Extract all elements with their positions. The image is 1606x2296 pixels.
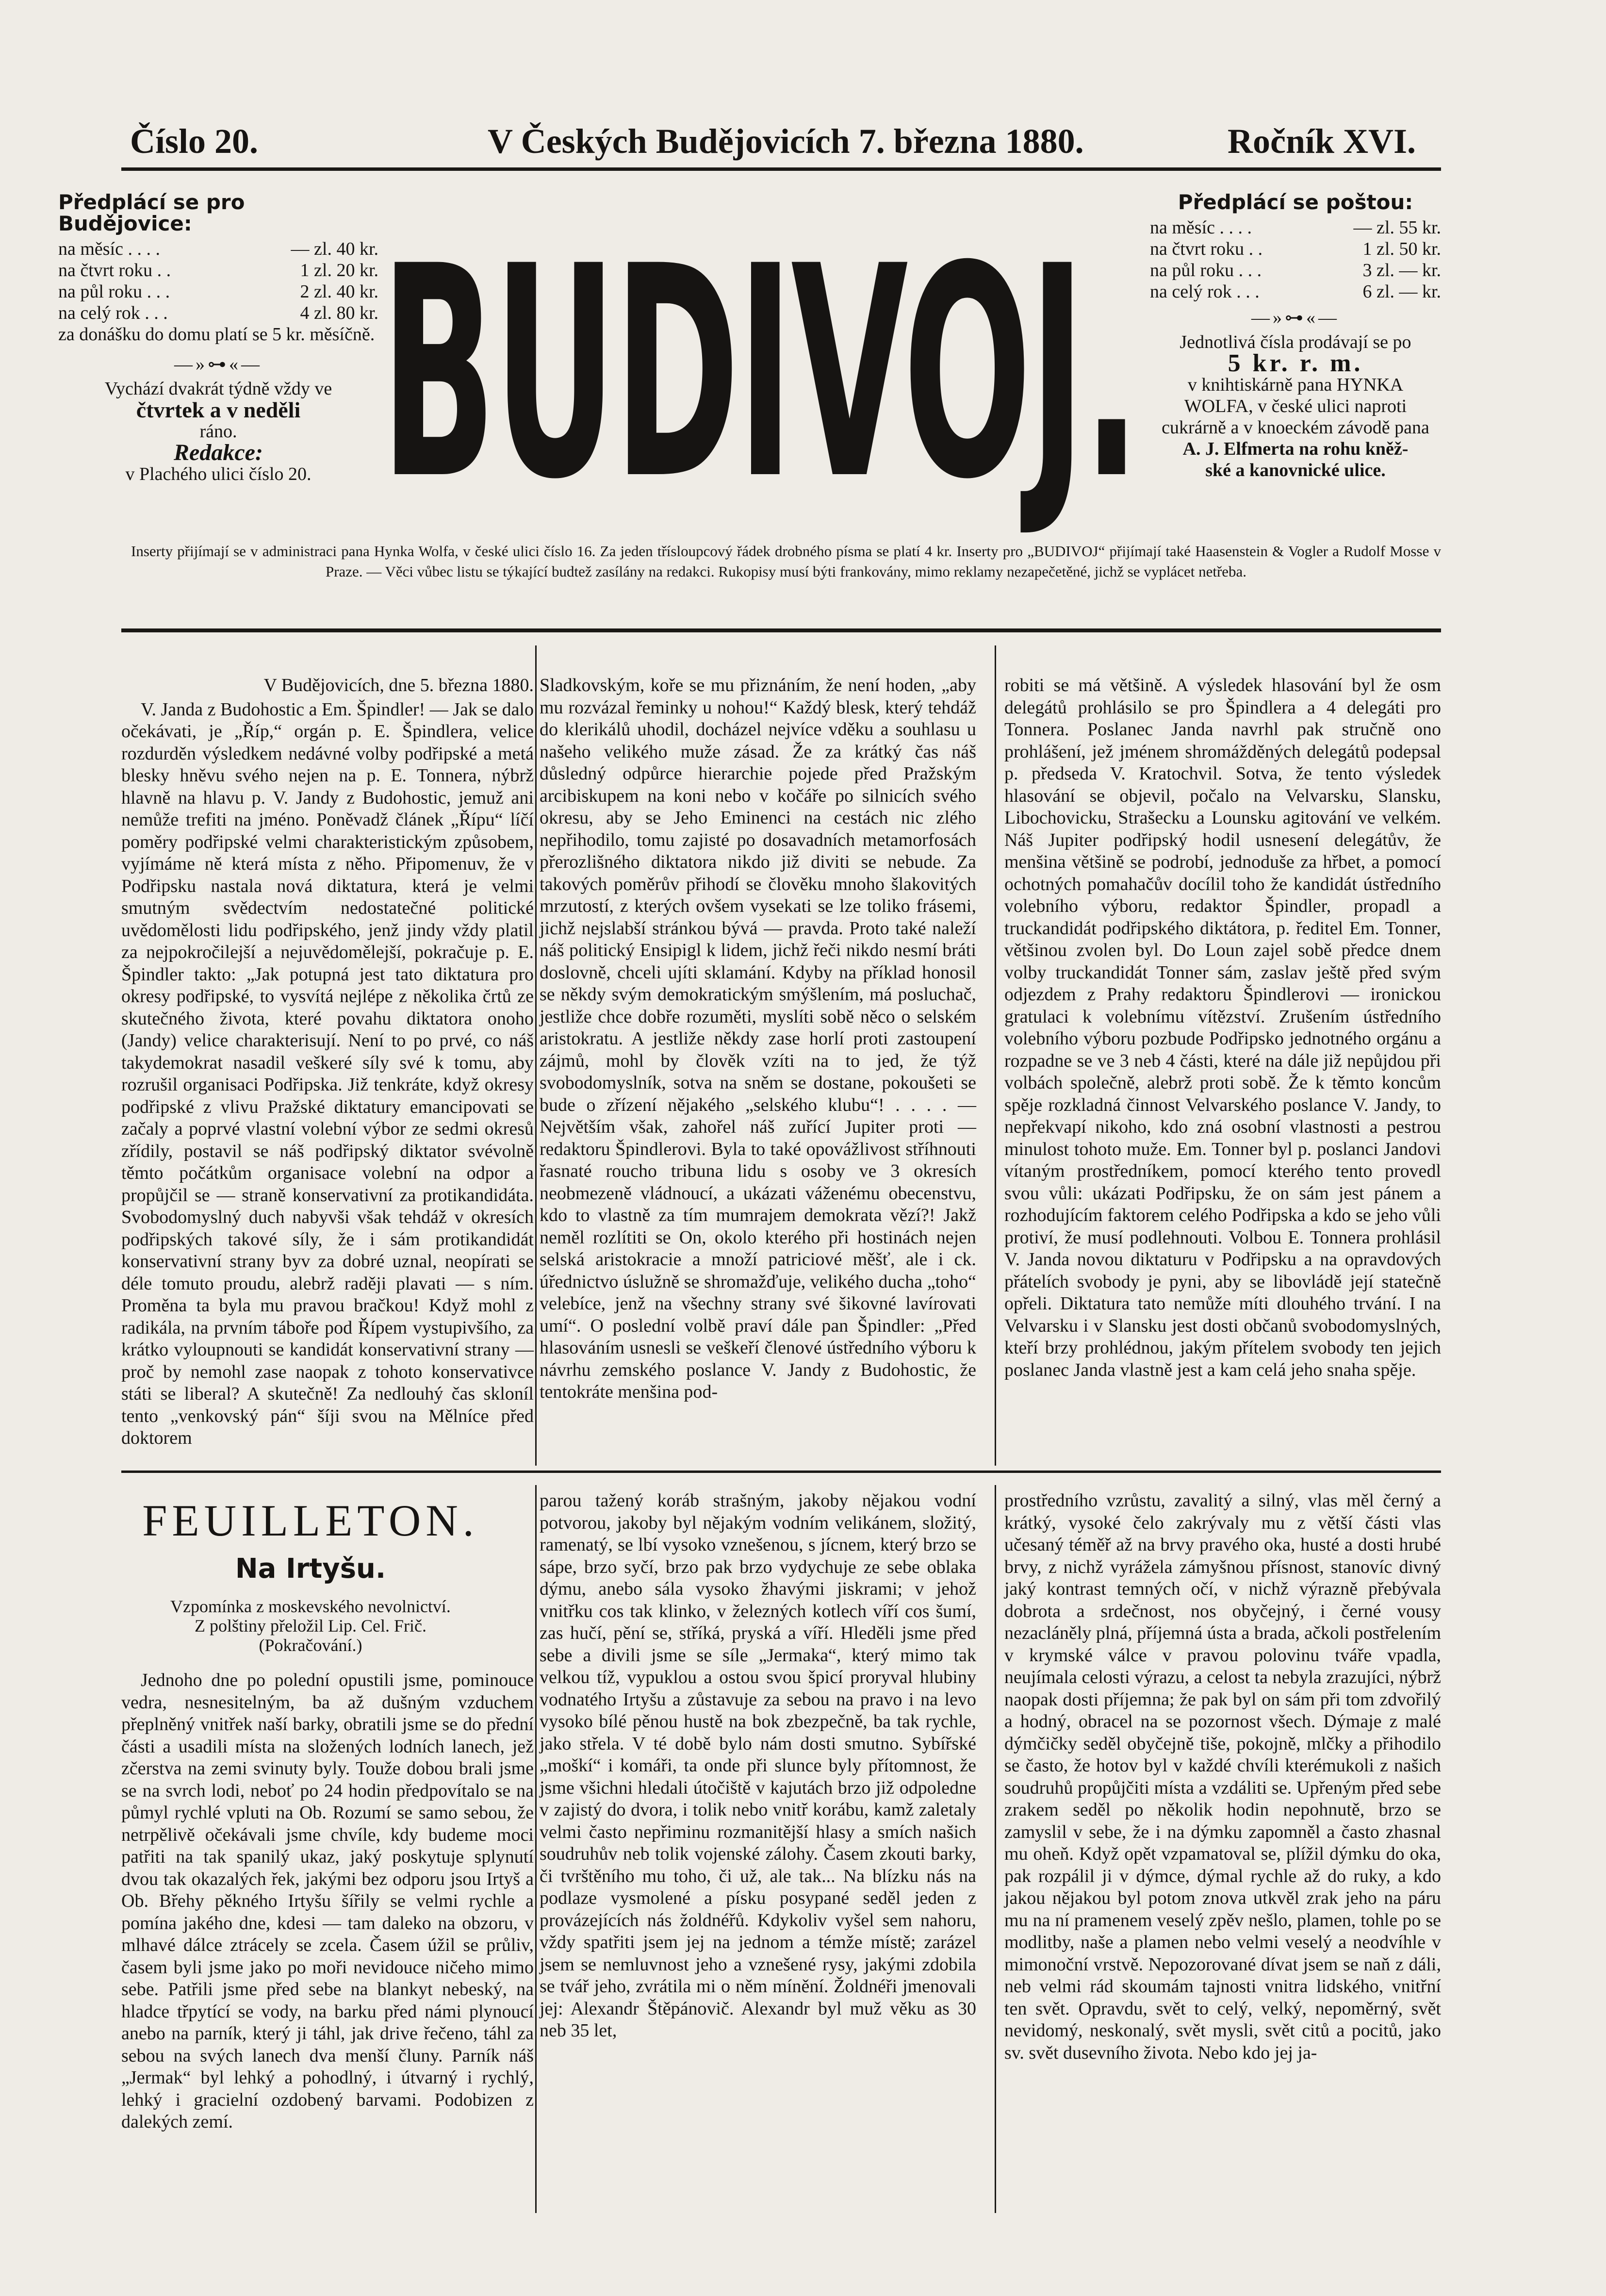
feuilleton-text: prostředního vzrůstu, zavalitý a silný, vlas měl černý a krátký, vysoké čelo zakrývaly mu z větší části vlas učesaný téměř až na brvy pravého oka, husté a dosti hrubé brvy, z nichž vyrážela zámyšnou přísnost, stanovíc divný jaký kontrast temných očí, v nichž výrazně přebývala dobrota a srdečnost, nos obyčejný, i černé vousy nezacláněly plná, příjemná ústa a brada, ačkoli postřelením v krymské válce v pravou polovinu tváře vpadla, neujímala celosti výrazu, a celost ta nebyla zrazujíci, nýbrž naopak dosti příjemna; že pak byl on sám při tom zdvořilý a hodný, obracel na se pozornost všech. Dýmaje z malé dýmčičky seděl obyčejně tiše, pokojně, mlčky a přihodilo se často, že hotov byl v každé chvíli kterémukoli z našich soudruhů propůjčiti místa a vzdáliti se. Upřeným před sebe zrakem seděl po několik hodin nepohnutě, brzo se zamyslil v sebe, že i na dýmku zapomněl a často zhasnal mu oheň. Když opět vzpamatoval se, plížil dýmku do oka, pak rozpálil ji v dýmce, dýmal rychle až do ruky, a kdo jakou nějakou byl potom znova utkvěl zrak jeho na páru mu na ní pramenem veselý zpěv nešlo, plamen, tohle po se modlitby, naše a plamen nebo velmi veselý a neodvíhle v mimonoční vrstvě. Nepozorované dívat jsem se naň z dáli, neb velmi rád skoumám tajnosti vnitra lidského, vnitřní ten svět. Opravdu, svět to celý, velký, nepoměrný, svět nevidomý, neskonalý, svět mysli, svět citů a pocitů, jako sv. svět dusevního života. Nebo kdo jej ja- xyxy=(1004,1490,1442,2063)
subscription-local xyxy=(58,192,378,485)
feuilleton-subtitle: Vzpomínka z moskevského nevolnictví. xyxy=(170,1597,451,1616)
masthead-title: BUDIVOJ. xyxy=(380,204,1138,543)
delivery-note: za donášku do domu platí se 5 kr. měsíčně. xyxy=(58,324,375,345)
column-divider xyxy=(995,1485,996,2213)
ornament: —»⊶«— xyxy=(1251,308,1340,328)
sale-line: ské a kanovnické ulice. xyxy=(1205,460,1386,480)
ornament: —»⊶«— xyxy=(174,354,262,375)
article-column-3 xyxy=(1004,675,1441,1381)
price-row: na celý rok . . . 4 zl. 80 kr. xyxy=(58,303,378,323)
price-row: na měsíc . . . . — zl. 55 kr. xyxy=(1150,217,1441,238)
editorial-label: Redakce: xyxy=(174,440,263,465)
article-column-1 xyxy=(121,675,534,1450)
price-row: na měsíc . . . . — zl. 40 kr. xyxy=(58,239,378,259)
place-date: V Českých Budějovicích 7. března 1880. xyxy=(488,122,1084,161)
price-row: na čtvrt roku . . 1 zl. 50 kr. xyxy=(1150,239,1441,259)
article-column-2 xyxy=(540,675,976,1404)
column-divider xyxy=(535,1485,537,2213)
feuilleton-rule xyxy=(121,1470,1441,1473)
feuilleton-meta xyxy=(112,1597,509,1655)
article-text: Sladkovským, koře se mu přiznáním, že není hoden, „aby mu rozvázal řeminky u nohou!“ Každý blesk, který tehdáž do klerikálů uhodil, docházel nejvíce vděku a souhlasu u našeho velikého muže zásad. Že za krátký čas náš důsledný odpůrce hierarchie pojede před Pražským arcibiskupem na koni nebo v kočáře po silnicích svého okresu, aby se Jeho Eminenci na cestách nic zlého nepřihodilo, tomu zajisté po dosavadních metamorfosách přerozlišného diktatora nikdo již diviti se nebude. Za takových poměrův přihodí se člověku mnoho šlakovitých mrzutostí, z kterých ovšem vysekati se lze toliko frásemi, jichž nejslabší stránkou bývá — pravda. Proto také naleží náš politický Ensipigl k lidem, jichž řeči nikdo nesmí bráti doslovně, chceli ujíti sklamání. Kdyby na příklad honosil se někdy svým demokratickým smýšlením, má posluchač, jestliže chce dobře rozuměti, myslíti sobě něco o selském aristokratu. A jestliže někdy zase horlí proti zastoupení zájmů, mohl by člověk vzíti na to jed, že týž svobodomyslník, sotva na sněm se dostane, pokoušeti se bude o zřízení nějakého „selského klubu“! . . . . — Největším však, zahořel náš zuřící Jupiter proti — redaktoru Špindlerovi. Byla to také opovážlivost stříhnouti řasnaté roucho tribuna lidu s osoby ve 3 okresích neobmezeně vládnoucí, a ukázati váženému obecenstvu, kdo to vlastně za tím mumrajem demokrata vězí?! Jakž neměl rozlítiti se On, okolo kterého při hostinách nejen selská aristokracie a množí patriciové měšť, ale i ck. úřednictvo úslužně se shromažďuje, velikého ducha „toho“ velebíce, jenž na všechny strany své šikovné lavírovati umí“. O poslední volbě praví dále pan Špindler: „Před hlasováním usnesli se veškeří členové ústředního výboru k návrhu zemského poslance V. Jandy z Budohostic, že tentokráte menšina pod- xyxy=(540,675,976,1402)
subscription-post xyxy=(1150,192,1441,481)
article-text: V. Janda z Budohostic a Em. Špindler! — Jak se dalo očekávati, je „Říp,“ orgán p. E. Špindlera, velice rozdurděn výsledkem nedávné volby podřipské a metá blesky hněvu svého nejen na p. E. Tonnera, nýbrž hlavně na hlavu p. V. Jandy z Budohostic, jemuž ani nemůže trefiti na jméno. Poněvadž článek „Řípu“ líčí poměry podřipské velmi charakteristickým způsobem, vyjímáme ně která místa z něho. Připomenuv, že v Podřipsku nastala nová diktatura, která je velmi smutným svědectvím nedostatečné politické uvědomělosti lidu podřipského, jenž jindy vždy platil za nejpokročilejší a nejuvědomělejší, pokračuje p. E. Špindler takto: „Jak potupná jest tato diktatura pro okresy podřipské, to vysvítá nejlépe z několika črtů ze skutečného života, které povahu diktatora onoho (Jandy) velice charakterisují. Není to po prvé, co náš takydemokrat nasadil veškeré síly své k tomu, aby rozrušil organisaci Podřipska. Již tenkráte, když okresy podřipské z vlivu Pražské diktatury emancipovati se začaly a poprvé vlastní volební výbor ze sedmi okresů zřídily, postavil se náš podřipský diktator svévolně těmto počátkům organisace volební na odpor a propůjčil se — straně konservativní za protikandidáta. Svobodomyslný duch nabyvši však tehdáž v okresích podřipských takové síly, že i sám protikandidát konservativní strany byv za dobré uznal, neopírati se déle tomuto proudu, alebrž raději plavati — s ním. Proměna ta byla mu pravou bračkou! Když mohl z radikála, na prvním táboře pod Řípem vystupivšího, za krátko vyloupnouti se kandidát konservativní strany — proč by nemohl zase naopak z tohoto konservativce státi se liberal? A skutečně! Za nedlouhý čas skloníl tento „venkovský pán“ šíji svou na Mělníce před doktorem xyxy=(121,699,534,1448)
price-row: na půl roku . . . 2 zl. 40 kr. xyxy=(58,281,378,302)
sale-line: A. J. Elfmerta na rohu kněž- xyxy=(1182,439,1409,459)
schedule-days: čtvrtek a v neděli xyxy=(136,397,301,422)
price-row: na celý rok . . . 6 zl. — kr. xyxy=(1150,281,1441,302)
issue-number: Číslo 20. xyxy=(130,122,259,161)
volume-number: Ročník XVI. xyxy=(1228,122,1416,161)
column-divider xyxy=(995,645,996,1466)
column-divider xyxy=(535,645,537,1466)
schedule-line: Vychází dvakrát týdně vždy ve xyxy=(104,379,332,399)
sale-line: WOLFA, v české ulici naproti xyxy=(1184,396,1407,416)
feuilleton-title: Na Irtyšu. xyxy=(235,1553,386,1585)
article-text: robiti se má většině. A výsledek hlasování byl že osm delegátů prohlásilo se pro Špindlera a 4 delegáti pro Tonnera. Poslanec Janda navrhl pak stručně ono prohlášení, jež jménem shromážděných delegátů podepsal p. předseda V. Kratochvil. Sotva, že tento výsledek hlasování se objevil, počalo na Velvarsku, Slansku, Libochovicku, Strašecku a Lounsku agitování ve velkém. Náš Jupiter podřipský hodil usnesení delegátův, že menšina většině se podrobí, jednoduše za hřbet, a pomocí ochotných pomahačův docílil toho že kandidát ústředního volebního výboru, redaktor Špindler, propadl a truckandidát podřipského diktátora, p. ředitel Em. Tonner, většinou zvolen byl. Do Loun zajel sobě předce dnem volby truckandidát Tonner sám, zaslav ještě před svým odjezdem z Prahy redaktoru Špindlerovi — ironickou gratulaci k volebnímu vítězství. Zrušením ústředního volebního výboru pozbude Podřipsko jednotného orgánu a rozpadne se ve 3 neb 4 části, které na dále již nepůjdou při volbách společně, alebrž proti sobě. Že k těmto koncům spěje rozkladná činnost Velvarského poslance V. Jandy, to nepřekvapí nikoho, kdo zná osobní vlastnosti a pestrou minulost tohoto muže. Em. Tonner byl p. poslanci Jandovi vítaným prostředníkem, pomocí kterého tento provedl svou vůli: ukázati Podřipsku, že on sám jest pánem a rozhodujícím faktorem celého Podřipska a kdo se jeho vůli protiví, že musí podlehnouti. Volbou E. Tonnera prohlásil V. Janda novou diktaturu v Podřipsku a na opravdových přátelích svobody je pyni, aby se libovládě její statečně opřeli. Diktatura tato nemůže míti dlouhého trvání. I na Velvarsku i v Slansku jest dosti občanů svobodomyslných, kteří brzy prohlédnou, jakým přítelem svobody ten jejich poslanec Janda vlastně jest a kam celá jeho snaha spěje. xyxy=(1004,675,1441,1380)
single-issue-label: Jednotlivá čísla prodávají se po xyxy=(1180,332,1411,352)
inserty-notice: Inserty přijímají se v administraci pana Hynka Wolfa, v české ulici číslo 16. Za jeden třísloupcový řádek drobného písma se platí 4 kr. Inserty pro „BUDIVOJ“ přijímají také Haasenstein & Vogler a Rudolf Mosse v Praze. — Věci vůbec listu se týkající budtež zasílány na redakci. Rukopisy musí býti frankovány, mimo reklamy nezapečetěné, jichž se vyplácet netřeba. xyxy=(131,543,1441,580)
feuilleton-heading: FEUILLETON. xyxy=(142,1496,479,1545)
feuilleton-text: Jednoho dne po polední opustili jsme, pominouce vedra, nesnesitelným, ba až dušným vzduchem přeplněný vnitřek naší barky, obratili jsme se do přední části a usadili místa na složených lodních lanech, jež zčerstva na zemi svinuty byly. Touže dobou brali jsme se na svrch lodi, neboť po 24 hodin předpovítalo se na půmyl rychlé vpluti na Ob. Rozumí se samo sebou, že netrpělivě očekávali jsme chvíle, kdy budeme moci patřiti na tak spanilý ukaz, jaký poskytuje splynutí dvou tak okazalých řek, jakými bez odporu jsou Irtyš a Ob. Břehy pěkného Irtyšu šířily se velmi rychle a pomína jakého dne, kdesi — tam daleko na obzoru, v mlhavé dálce ztrácely se zcela. Časem úžil se průliv, časem byli jsme jako po moři nevidouce ničeho mimo sebe. Patřili jsme před sebe na blankyt nebeský, na hladce třpytící se vody, na barku před námi plynoucí anebo na parník, který ji táhl, jak drive řečeno, táhl za sebou na svých lanech dva menší čluny. Parník náš „Jermak“ byl lehký a pohodlný, i útvarný i rychlý, lehký i gracielní ozdobený barvami. Podobizen z dalekých zemí. xyxy=(121,1670,534,2132)
sale-line: cukrárně a v knoeckém závodě pana xyxy=(1162,417,1429,438)
price-row: na půl roku . . . 3 zl. — kr. xyxy=(1150,260,1441,281)
feuilleton-text: parou tažený koráb strašným, jakoby nějakou vodní potvorou, jakoby byl nějakým vodním velikánem, složitý, ramenatý, se lbí vysoko vznešenou, s jícnem, který brzo se sápe, brzo syčí, brzo pak brzo vydychuje ze sebe oblaka dýmu, anebo sála vysoko žhavými jiskrami; v jehož vnitřku cos tak klinko, v železných kotlech víří cos šumí, zas hučí, pění se, stříká, pryská a víří. Hleděli jsme před sebe a divili jsme se síle „Jermaka“, který mimo tak velkou tíž, vypuklou a ostou svou špicí proryval hlubiny vodnatého Irtyšu a zůstavuje za sebou na pravo i na levo vysoko bílé pěnou hustě na bok zbezpečně, ba tak rychle, jako střela. V té době bylo nám dosti smutno. Sybířské „moškí“ i komáři, ta onde při slunce byly přítomnost, že jsme všichni hledali útočiště v kajutách brzo již odpoledne v zajistý do dvora, i tolik nebo vnitř korábu, kamž zaletaly velmi často nepřiminu rozmanitější hlasy a smích našich soudruhův neb tolik vojenské zálohy. Časem zkouti barky, či tvrštěního mu toho, či už, ale tak... Na blízku nás na podlaze vysmolené a písku posypané seděl jeden z provázejících nás žoldnéřů. Kdykoliv vyšel sem nahoru, vždy spatřiti jsem jej na jednom a témže místě; zarázel jsem se nemluvnost jeho a vznešené rysy, jakými zdobila se tvář jeho, zvrátila mi o něm mínění. Žoldnéři jmenovali jej: Alexandr Štěpánovič. Alexandr byl muž věku as 30 neb 35 let, xyxy=(540,1490,976,2041)
feuilleton-column-2 xyxy=(540,1490,976,2042)
feuilleton-translation: Z polštiny přeložil Lip. Cel. Frič. xyxy=(195,1616,426,1635)
feuilleton-column-3 xyxy=(1004,1490,1441,2064)
header-rule xyxy=(121,167,1441,171)
feuilleton-continued: (Pokračování.) xyxy=(259,1635,362,1655)
schedule-time: ráno. xyxy=(199,421,237,442)
sale-line: v knihtiskárně pana HYNKA xyxy=(1187,375,1404,395)
single-issue-price: 5 kr. r. m. xyxy=(1228,349,1363,377)
feuilleton-column-1 xyxy=(121,1669,534,2133)
notice-rule xyxy=(121,628,1441,632)
price-row: na čtvrt roku . . 1 zl. 20 kr. xyxy=(58,260,378,281)
subscription-local-heading: Předplácí se pro Budějovice: xyxy=(58,190,245,235)
subscription-post-heading: Předplácí se poštou: xyxy=(1178,190,1413,214)
editorial-address: v Plachého ulici číslo 20. xyxy=(125,464,311,484)
dateline: V Budějovicích, dne 5. března 1880. xyxy=(263,675,534,695)
